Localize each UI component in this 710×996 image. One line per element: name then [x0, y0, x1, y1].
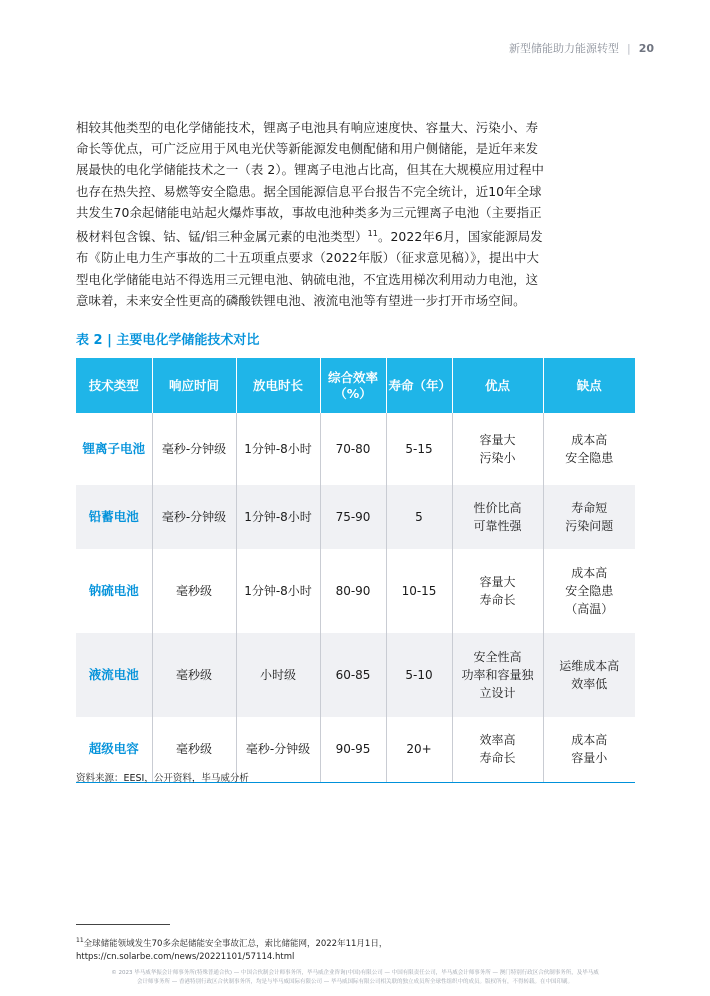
cell-life: 20+ [386, 717, 452, 782]
table-row [76, 485, 635, 549]
cell-duration: 小时级 [236, 633, 320, 717]
table-row [76, 413, 635, 485]
cell-duration: 毫秒-分钟级 [236, 717, 320, 782]
cell-duration: 1分钟-8小时 [236, 413, 320, 485]
cell-pros: 容量大 寿命长 [452, 549, 543, 633]
column-header: 放电时长 [236, 358, 320, 413]
footnote [76, 934, 387, 964]
cell-tech: 钠硫电池 [76, 549, 152, 633]
column-header: 响应时间 [152, 358, 236, 413]
cell-life: 10-15 [386, 549, 452, 633]
cell-efficiency: 75-90 [320, 485, 386, 549]
column-header: 缺点 [543, 358, 635, 413]
cell-life: 5-15 [386, 413, 452, 485]
header-separator: | [626, 41, 631, 55]
cell-duration: 1分钟-8小时 [236, 549, 320, 633]
cell-life: 5-10 [386, 633, 452, 717]
header-title: 新型储能助力能源转型 [508, 42, 619, 55]
cell-cons: 成本高 安全隐患 （高温） [565, 566, 614, 616]
cell-efficiency: 60-85 [320, 633, 386, 717]
table-row [76, 549, 635, 633]
cell-response: 毫秒级 [152, 717, 236, 782]
cell-response: 毫秒-分钟级 [152, 413, 236, 485]
table-row [76, 633, 635, 717]
column-header: 寿命（年） [386, 358, 452, 413]
footnote-text: 全球储能领域发生70多余起储能安全事故汇总，索比储能网，2022年11月1日， [83, 938, 388, 949]
cell-efficiency: 90-95 [320, 717, 386, 782]
page-number: 20 [638, 41, 654, 55]
footnote-divider [76, 924, 170, 925]
cell-efficiency: 80-90 [320, 549, 386, 633]
table-header-row [76, 358, 635, 413]
cell-response: 毫秒-分钟级 [152, 485, 236, 549]
paragraph-part-1: 相较其他类型的电化学储能技术，锂离子电池具有响应速度快、容量大、污染小、寿命长等优点，可广泛应用于风电光伏等新能源发电侧配储和用户侧储能，是近年来发展最快的电化学储能技术之一（表 2）。锂离子电池占比高，但其在大规模应用过程中也存在热失控、易燃等安全隐患。据全国能源信息平台报告不完全统计，近10年全球共发生70余起储能电站起火爆炸事故，事故电池种类多为三元锂离子电池（主要指正极材料包含镍、钴、锰/铝三种金属元素的电池类型） [76, 120, 544, 245]
cell-cons: 运维成本高 效率低 [543, 633, 635, 717]
cell-tech: 锂离子电池 [76, 413, 152, 485]
cell-cons: 寿命短 污染问题 [543, 485, 635, 549]
cell-pros: 容量大 污染小 [452, 413, 543, 485]
cell-pros: 性价比高 可靠性强 [452, 485, 543, 549]
data-source-note: 资料来源：EESI，公开资料，毕马威分析 [76, 773, 249, 784]
page-header [509, 40, 654, 56]
table-title: 表 2 | 主要电化学储能技术对比 [76, 333, 260, 348]
cell-response: 毫秒级 [152, 549, 236, 633]
cell-tech: 超级电容 [76, 717, 152, 782]
cell-pros: 效率高 寿命长 [452, 717, 543, 782]
cell-pros: 安全性高 功率和容量独 立设计 [452, 633, 543, 717]
copyright-line-2: 会计师事务所 — 香港特别行政区合伙制事务所，均是与毕马威国际有限公司 — 毕马威国际有限公司相关联的独立成员所全球性组织中的成员。版权所有，不得转载。在中国印刷。 [137, 978, 573, 985]
cell-cons: 成本高 安全隐患 [565, 433, 614, 465]
body-paragraph [76, 117, 550, 311]
footnote-number: 11 [76, 937, 84, 944]
comparison-table [76, 358, 635, 783]
cell-tech: 铅蓄电池 [76, 485, 152, 549]
column-header: 优点 [452, 358, 543, 413]
cell-duration: 1分钟-8小时 [236, 485, 320, 549]
cell-life: 5 [386, 485, 452, 549]
cell-efficiency: 70-80 [320, 413, 386, 485]
footnote-reference[interactable]: 11 [367, 229, 378, 239]
cell-response: 毫秒级 [152, 633, 236, 717]
paragraph-part-2: 。2022年6月，国家能源局发布《防止电力生产事故的二十五项重点要求（2022年版）（征求意见稿）》，提出中大型电化学储能电站不得选用三元锂电池、钠硫电池，不宜选用梯次利用动力电池，这意味着，未来安全性更高的磷酸铁锂电池、液流电池等有望进一步打开市场空间。 [76, 229, 543, 308]
cell-tech: 液流电池 [76, 633, 152, 717]
column-header: 综合效率 （%） [320, 358, 386, 413]
copyright-line-1: © 2023 毕马威华振会计师事务所(特殊普通合伙) — 中国合伙制会计师事务所，毕马威企业咨询(中国)有限公司 — 中国有限责任公司，毕马威会计师事务所 — 澳门特别行政区合伙制事务所，及毕马威 [111, 970, 599, 976]
footnote-line-1 [76, 934, 387, 951]
copyright-notice [50, 969, 660, 986]
cell-cons: 成本高 容量小 [543, 717, 635, 782]
column-header: 技术类型 [76, 358, 152, 413]
footnote-url-link[interactable]: https://cn.solarbe.com/news/20221101/57114.html [76, 951, 295, 962]
